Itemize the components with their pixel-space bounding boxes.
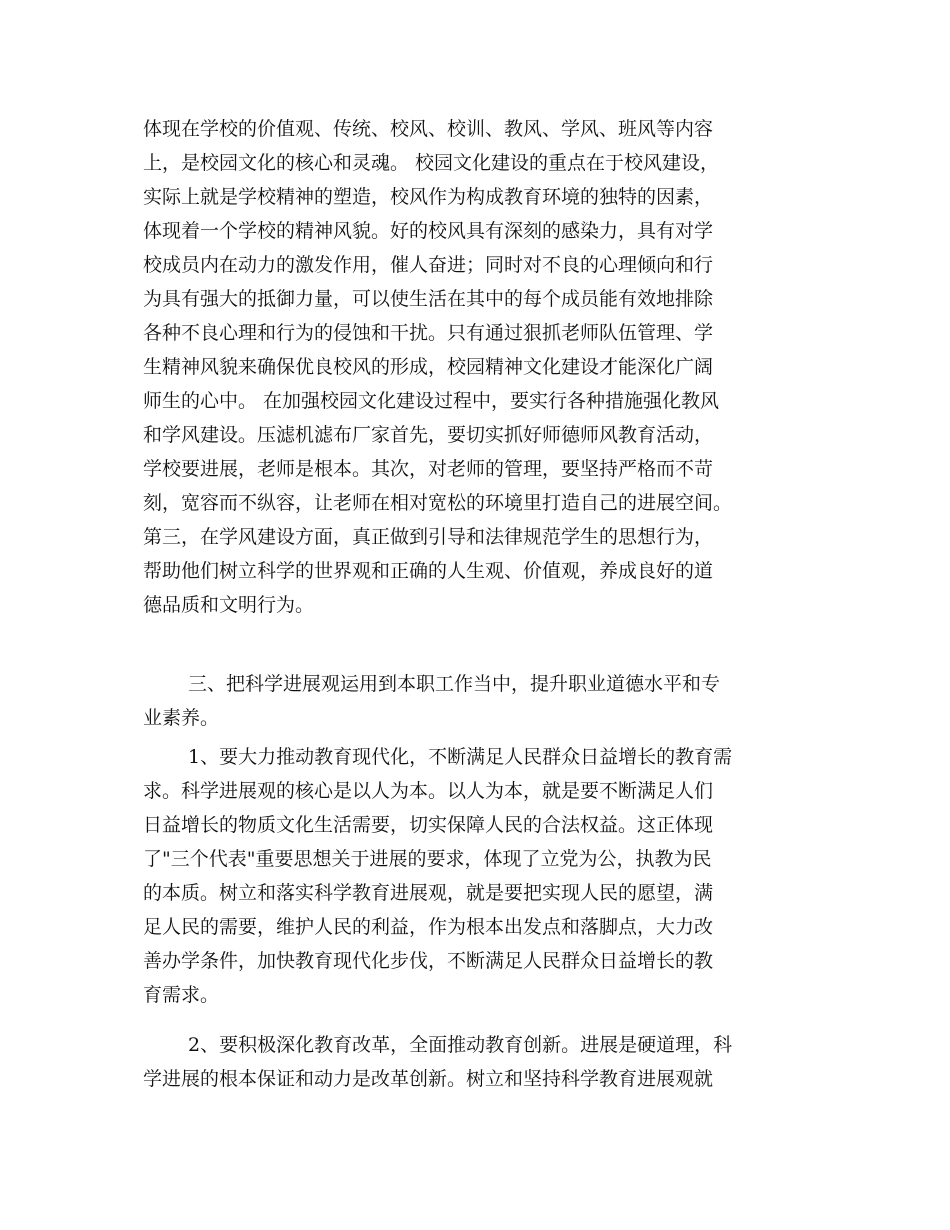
text-line: 和学风建设。压滤机滤布厂家首先，要切实抓好师德师风教育活动，	[143, 424, 714, 446]
text-line: 师生的心中。 在加强校园文化建设过程中，要实行各种措施强化教风	[143, 390, 720, 412]
text-line: 刻，宽容而不纵容，让老师在相对宽松的环境里打造自己的进展空间。	[143, 492, 733, 514]
text-line: 业素养。	[143, 707, 220, 729]
text-line: 的本质。树立和落实科学教育进展观，就是要把实现人民的愿望，满	[143, 882, 714, 904]
text-line: 德品质和文明行为。	[143, 594, 315, 616]
text-line: 体现着一个学校的精神风貌。好的校风具有深刻的感染力，具有对学	[143, 220, 714, 242]
text-line: 为具有强大的抵御力量，可以使生活在其中的每个成员能有效地排除	[143, 288, 714, 310]
text-line: 上，是校园文化的核心和灵魂。 校园文化建设的重点在于校风建设，	[143, 152, 720, 174]
text-line: 实际上就是学校精神的塑造，校风作为构成教育环境的独特的因素，	[143, 186, 714, 208]
text-line: 了"三个代表"重要思想关于进展的要求，体现了立党为公，执教为民	[143, 848, 712, 870]
paragraph-school-culture	[143, 112, 807, 622]
text-line: 各种不良心理和行为的侵蚀和干扰。只有通过狠抓老师队伍管理、学	[143, 322, 714, 344]
text-line: 第三，在学风建设方面，真正做到引导和法律规范学生的思想行为，	[143, 526, 714, 548]
paragraph-point-one	[143, 740, 807, 1012]
paragraph-point-two	[143, 1028, 807, 1096]
text-line: 三、把科学进展观运用到本职工作当中，提升职业道德水平和专	[188, 673, 721, 695]
text-line: 育需求。	[143, 984, 220, 1006]
text-line: 体现在学校的价值观、传统、校风、校训、教风、学风、班风等内容	[143, 118, 714, 140]
text-line: 校成员内在动力的激发作用，催人奋进；同时对不良的心理倾向和行	[143, 254, 714, 276]
text-line: 善办学条件，加快教育现代化步伐，不断满足人民群众日益增长的教	[143, 950, 714, 972]
text-line: 学进展的根本保证和动力是改革创新。树立和坚持科学教育进展观就	[143, 1068, 714, 1090]
paragraph-section-three-heading	[143, 667, 807, 735]
text-line: 学校要进展，老师是根本。其次，对老师的管理，要坚持严格而不苛	[143, 458, 714, 480]
text-line: 2、要积极深化教育改革，全面推动教育创新。进展是硬道理，科	[188, 1034, 733, 1056]
text-line: 1、要大力推动教育现代化，不断满足人民群众日益增长的教育需	[188, 746, 733, 768]
text-line: 日益增长的物质文化生活需要，切实保障人民的合法权益。这正体现	[143, 814, 714, 836]
text-line: 求。科学进展观的核心是以人为本。以人为本，就是要不断满足人们	[143, 780, 714, 802]
text-line: 生精神风貌来确保优良校风的形成，校园精神文化建设才能深化广阔	[143, 356, 714, 378]
text-line: 帮助他们树立科学的世界观和正确的人生观、价值观，养成良好的道	[143, 560, 714, 582]
text-line: 足人民的需要，维护人民的利益，作为根本出发点和落脚点，大力改	[143, 916, 714, 938]
